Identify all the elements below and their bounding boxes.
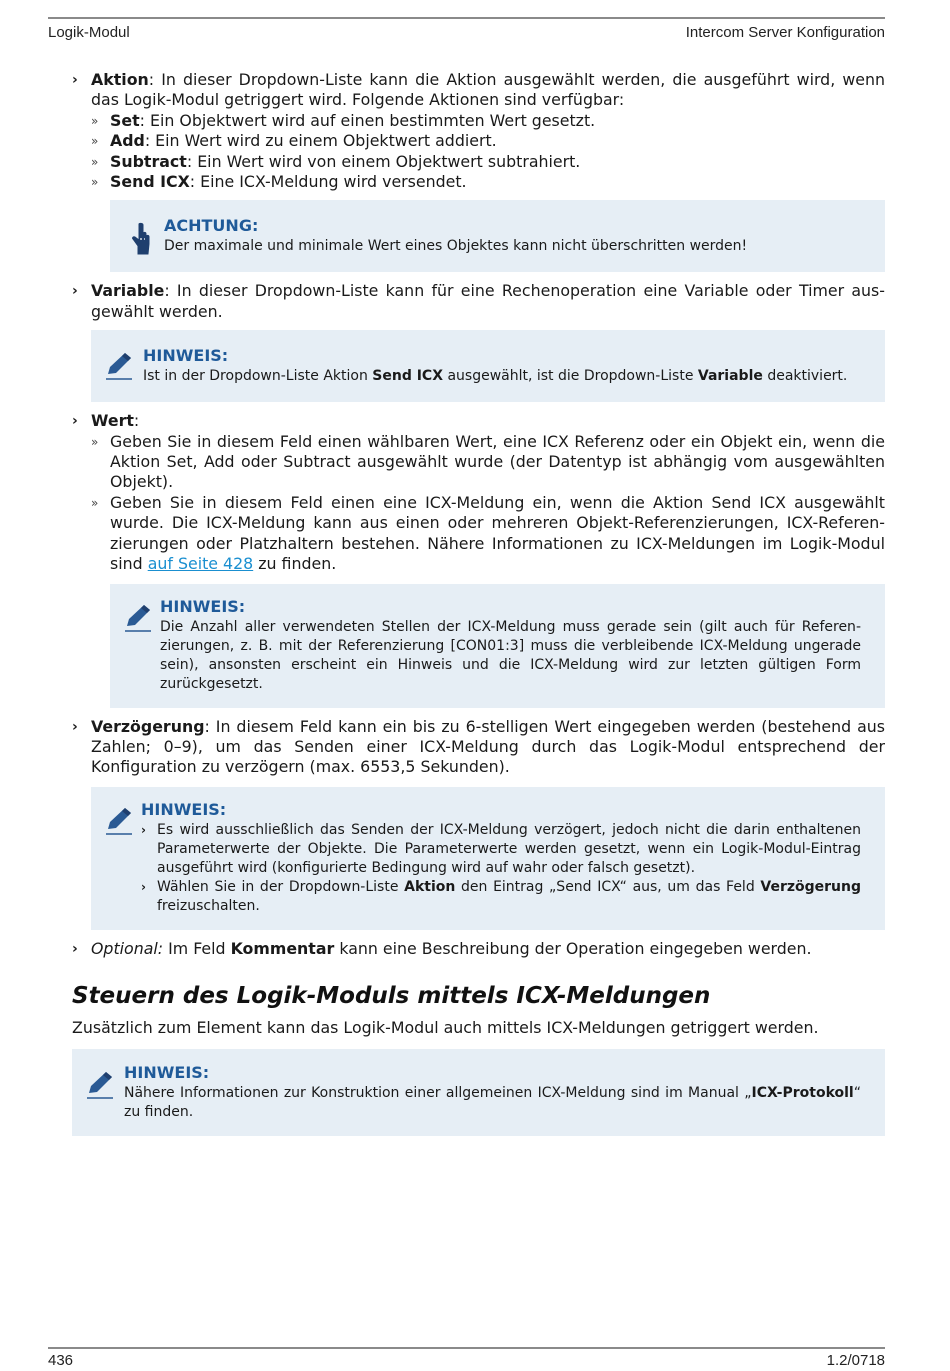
header-left: Logik-Modul xyxy=(48,24,130,41)
chevron-right-icon: › xyxy=(141,879,146,894)
sub-item-subtract: » Subtract: Ein Wert wird von einem Objektwert subtrahiert. xyxy=(91,151,581,171)
note-text: Ist in der Dropdown-Liste Aktion Send ICX ausgewählt, ist die Dropdown-Liste Variable deaktiviert. xyxy=(143,368,848,385)
chevron-right-icon: › xyxy=(72,718,78,735)
note-text: Nähere Informationen zur Konstruktion einer allgemeinen ICX-Meldung sind im Manual „ICX-Protokoll“ zu finden. xyxy=(124,1084,861,1120)
double-chevron-icon: » xyxy=(91,134,99,149)
term-verzoegerung: Verzögerung xyxy=(91,716,205,736)
note-box-2 xyxy=(110,584,885,708)
chevron-right-icon: › xyxy=(72,72,78,88)
bullet-optional: › Optional: Im Feld Kommentar kann eine Beschreibung der Operation eingegeben werden. xyxy=(72,938,812,958)
aktion-text: : In dieser Dropdown-Liste kann die Aktion ausgewählt werden, die ausgeführt wird, wenn das Logik-Modul getriggert wird. Folgende Aktionen sind verfügbar: xyxy=(91,70,885,110)
pencil-icon xyxy=(123,602,153,638)
pencil-icon xyxy=(85,1069,115,1105)
double-chevron-icon: » xyxy=(91,495,99,510)
bullet-aktion xyxy=(72,70,885,111)
note-title: HINWEIS: xyxy=(141,799,227,819)
pencil-icon xyxy=(104,805,134,841)
note-title: HINWEIS: xyxy=(143,346,229,366)
double-chevron-icon: » xyxy=(91,154,99,169)
pointing-hand-icon xyxy=(130,222,152,262)
bullet-wert: › Wert: xyxy=(72,411,140,431)
page-number: 436 xyxy=(48,1352,74,1369)
chevron-right-icon: › xyxy=(72,283,78,300)
section-heading: Steuern des Logik-Moduls mittels ICX-Meldungen xyxy=(72,983,711,1010)
note-text: Die Anzahl aller verwendeten Stellen der ICX-Meldung muss gerade sein (gilt auch für Referenzierungen, z. B. mit der Referenzierung [CON01:3] muss die verbleibende ICX-Meldung ungerade sein), ansonsten erscheint ein Hinweis und die ICX-Meldung wird zur letzten gültigen Form zurückgesetzt. xyxy=(160,618,861,692)
note-list-item: › Es wird ausschließlich das Senden der ICX-Meldung verzögert, jedoch nicht die darin enthaltenen Parameterwerte der Objekte. Die Parameterwerte werden gesetzt, wenn ein Logik-Modul-Eintrag ausgeführt wird (konfigurierte Bedingung wird auf wahr oder falsch gesetzt). xyxy=(141,821,861,876)
note-title: HINWEIS: xyxy=(160,596,246,616)
warning-title: ACHTUNG: xyxy=(164,216,259,236)
sub-item-set: » Set: Ein Objektwert wird auf einen bestimmten Wert gesetzt. xyxy=(91,110,596,130)
document-version: 1.2/0718 xyxy=(826,1352,885,1369)
note-box-4 xyxy=(72,1049,885,1136)
double-chevron-icon: » xyxy=(91,434,99,449)
double-chevron-icon: » xyxy=(91,175,99,190)
chevron-right-icon: › xyxy=(72,940,78,957)
header-rule xyxy=(48,17,885,19)
pencil-icon xyxy=(104,350,134,386)
warning-box xyxy=(110,200,885,272)
header-right: Intercom Server Konfiguration xyxy=(685,24,885,41)
footer-rule xyxy=(48,1347,885,1349)
note-box-1 xyxy=(91,330,885,402)
sub-item-add: » Add: Ein Wert wird zu einem Objektwert addiert. xyxy=(91,131,497,151)
wert-item-2: » Geben Sie in diesem Feld einen eine ICX-Meldung ein, wenn die Aktion Send ICX ausgewählt wurde. Die ICX-Meldung kann aus einen oder mehreren Objekt-Referenzierungen, ICX-Referenzierungen oder Platzhaltern bestehen. Nähere Informationen zu ICX-Meldungen im Logik-Modul sind auf Seite 428 zu finden. xyxy=(91,492,885,574)
bullet-variable xyxy=(72,281,885,322)
page-link[interactable]: auf Seite 428 xyxy=(147,554,254,574)
double-chevron-icon: » xyxy=(91,113,99,128)
note-title: HINWEIS: xyxy=(124,1062,210,1082)
page-content xyxy=(72,70,885,1136)
chevron-right-icon: › xyxy=(72,413,78,430)
sub-item-send-icx: » Send ICX: Eine ICX-Meldung wird versendet. xyxy=(91,172,467,192)
term-wert: Wert xyxy=(91,411,134,431)
term-aktion: Aktion xyxy=(91,70,149,89)
chevron-right-icon: › xyxy=(141,822,146,837)
wert-item-1: » Geben Sie in diesem Feld einen wählbaren Wert, eine ICX Referenz oder ein Objekt ein, wenn die Aktion Set, Add oder Subtract ausgewählt wurde (der Datentyp ist abhängig vom ausgewählten Objekt). xyxy=(91,431,885,492)
section-intro: Zusätzlich zum Element kann das Logik-Modul auch mittels ICX-Meldungen getriggert werden. xyxy=(72,1018,819,1038)
note-list-item: › Wählen Sie in der Dropdown-Liste Aktion den Eintrag „Send ICX“ aus, um das Feld Verzögerung freizuschalten. xyxy=(141,878,862,914)
variable-text: : In dieser Dropdown-Liste kann für eine Rechenoperation eine Variable oder Timer ausgewählt werden. xyxy=(91,281,885,321)
bullet-verzoegerung: › Verzögerung: In diesem Feld kann ein bis zu 6-stelligen Wert eingegeben werden (bestehend aus Zahlen; 0–9), um das Senden einer ICX-Meldung durch das Logik-Modul entsprechend der Konfiguration zu verzögern (max. 6553,5 Sekunden). xyxy=(72,716,885,777)
warning-text: Der maximale und minimale Wert eines Objektes kann nicht überschritten werden! xyxy=(164,238,748,255)
note-box-3 xyxy=(91,787,885,930)
term-variable: Variable xyxy=(91,281,165,301)
